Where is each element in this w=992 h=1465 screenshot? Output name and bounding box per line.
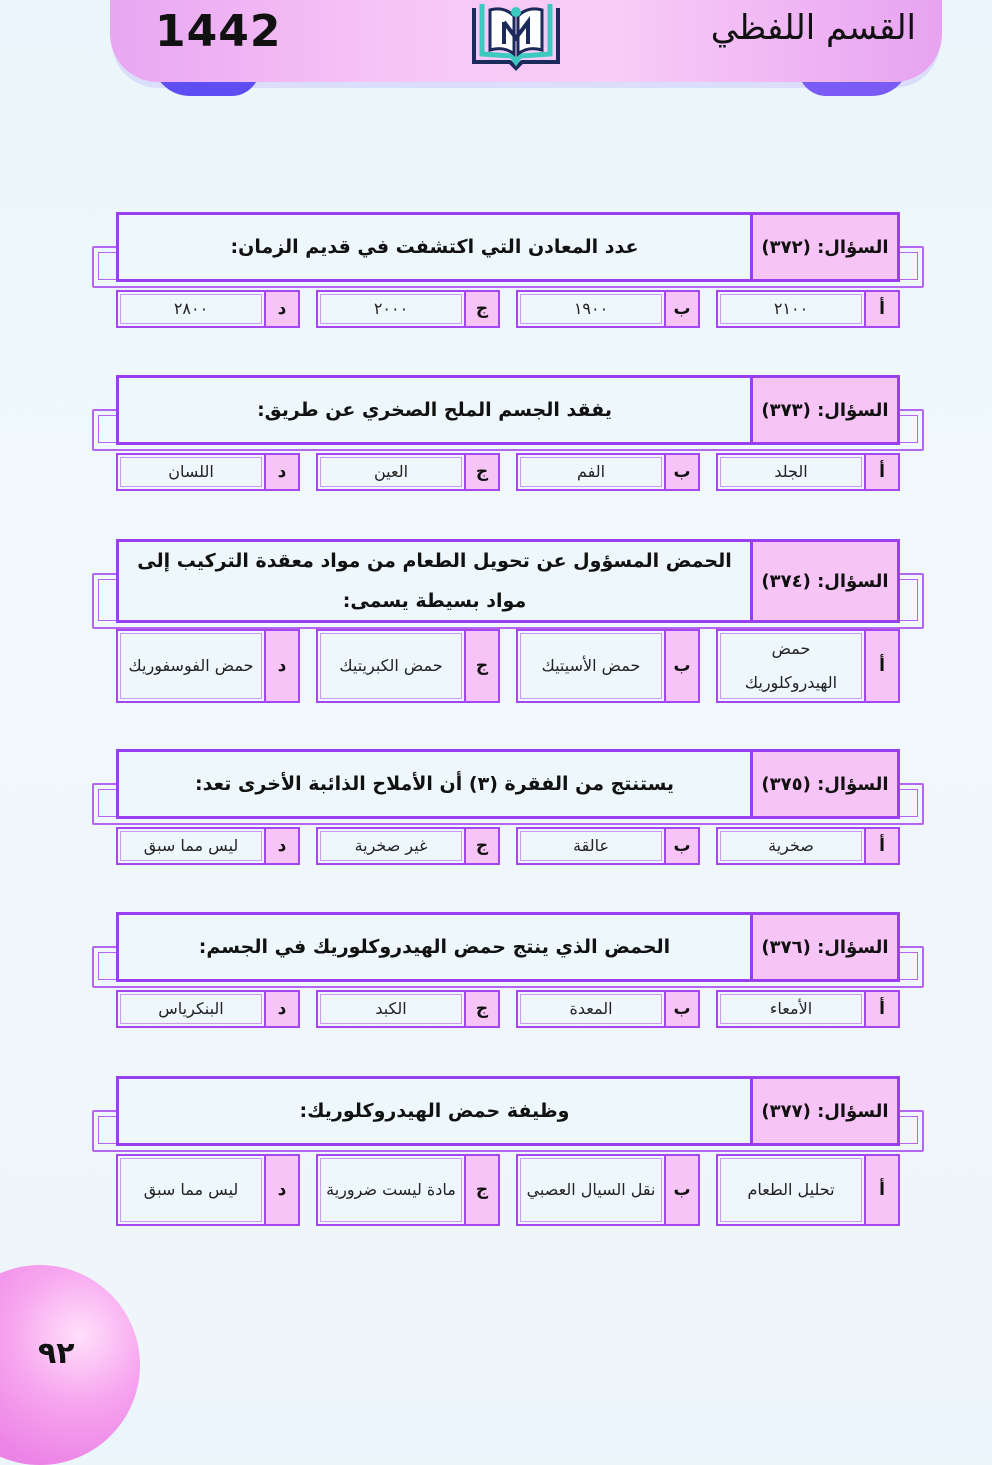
option-text: حمض الأسيتيك bbox=[516, 629, 664, 703]
option-b[interactable] bbox=[516, 629, 700, 703]
question-row bbox=[116, 1076, 900, 1146]
option-letter: د bbox=[264, 990, 300, 1028]
options-row bbox=[116, 453, 900, 491]
question-row bbox=[116, 375, 900, 445]
option-c[interactable] bbox=[316, 990, 500, 1028]
option-letter: ج bbox=[464, 290, 500, 328]
book-logo-icon bbox=[470, 0, 562, 72]
option-text: حمض الهيدروكلوريك bbox=[716, 629, 864, 703]
question-block bbox=[92, 539, 924, 705]
option-c[interactable] bbox=[316, 1154, 500, 1226]
options-row bbox=[116, 1154, 900, 1226]
option-d[interactable] bbox=[116, 453, 300, 491]
option-letter: ج bbox=[464, 1154, 500, 1226]
option-a[interactable] bbox=[716, 990, 900, 1028]
option-c[interactable] bbox=[316, 290, 500, 328]
option-b[interactable] bbox=[516, 990, 700, 1028]
option-a[interactable] bbox=[716, 453, 900, 491]
option-d[interactable] bbox=[116, 629, 300, 703]
option-letter: أ bbox=[864, 990, 900, 1028]
option-text: غير صخرية bbox=[316, 827, 464, 865]
question-row bbox=[116, 912, 900, 982]
option-letter: ج bbox=[464, 990, 500, 1028]
option-letter: ج bbox=[464, 453, 500, 491]
question-text: وظيفة حمض الهيدروكلوريك: bbox=[299, 1100, 570, 1122]
question-row bbox=[116, 539, 900, 623]
option-text: الفم bbox=[516, 453, 664, 491]
question-number: السؤال: (٣٧٥) bbox=[750, 752, 897, 816]
option-a[interactable] bbox=[716, 290, 900, 328]
option-letter: د bbox=[264, 827, 300, 865]
option-text: ٢٨٠٠ bbox=[116, 290, 264, 328]
option-a[interactable] bbox=[716, 629, 900, 703]
option-text: الأمعاء bbox=[716, 990, 864, 1028]
option-text: الكبد bbox=[316, 990, 464, 1028]
year-label: 1442 bbox=[155, 6, 282, 57]
option-letter: ج bbox=[464, 827, 500, 865]
options-row bbox=[116, 290, 900, 328]
option-letter: ب bbox=[664, 290, 700, 328]
question-text: يفقد الجسم الملح الصخري عن طريق: bbox=[257, 399, 612, 421]
option-d[interactable] bbox=[116, 290, 300, 328]
option-text: صخرية bbox=[716, 827, 864, 865]
header-content bbox=[0, 0, 992, 82]
option-text: ليس مما سبق bbox=[116, 1154, 264, 1226]
page-number: ٩٢ bbox=[38, 1336, 75, 1371]
option-letter: د bbox=[264, 290, 300, 328]
option-b[interactable] bbox=[516, 290, 700, 328]
option-letter: أ bbox=[864, 1154, 900, 1226]
options-row bbox=[116, 629, 900, 703]
option-text: عالقة bbox=[516, 827, 664, 865]
option-text: ٢٠٠٠ bbox=[316, 290, 464, 328]
option-letter: ب bbox=[664, 827, 700, 865]
option-letter: أ bbox=[864, 453, 900, 491]
option-text: ٢١٠٠ bbox=[716, 290, 864, 328]
question-text: الحمض الذي ينتج حمض الهيدروكلوريك في الجسم: bbox=[198, 936, 671, 958]
option-c[interactable] bbox=[316, 827, 500, 865]
option-letter: أ bbox=[864, 629, 900, 703]
option-letter: د bbox=[264, 629, 300, 703]
option-letter: ب bbox=[664, 629, 700, 703]
question-block bbox=[92, 912, 924, 1030]
option-d[interactable] bbox=[116, 1154, 300, 1226]
option-letter: ب bbox=[664, 1154, 700, 1226]
question-number: السؤال: (٣٧٤) bbox=[750, 542, 897, 620]
option-c[interactable] bbox=[316, 453, 500, 491]
question-text: الحمض المسؤول عن تحويل الطعام من مواد معقدة التركيب إلى مواد بسيطة يسمى: bbox=[137, 550, 732, 612]
option-d[interactable] bbox=[116, 827, 300, 865]
option-text: اللسان bbox=[116, 453, 264, 491]
section-title: القسم اللفظي bbox=[710, 8, 916, 48]
question-text: عدد المعادن التي اكتشفت في قديم الزمان: bbox=[230, 236, 639, 258]
option-b[interactable] bbox=[516, 827, 700, 865]
question-text: يستنتج من الفقرة (٣) أن الأملاح الذائبة الأخرى تعد: bbox=[194, 773, 675, 795]
option-b[interactable] bbox=[516, 1154, 700, 1226]
question-number: السؤال: (٣٧٧) bbox=[750, 1079, 897, 1143]
option-b[interactable] bbox=[516, 453, 700, 491]
option-text: نقل السيال العصبي bbox=[516, 1154, 664, 1226]
option-letter: ب bbox=[664, 453, 700, 491]
question-block bbox=[92, 1076, 924, 1230]
option-letter: د bbox=[264, 1154, 300, 1226]
option-text: المعدة bbox=[516, 990, 664, 1028]
option-text: العين bbox=[316, 453, 464, 491]
option-text: حمض الفوسفوريك bbox=[116, 629, 264, 703]
option-text: ١٩٠٠ bbox=[516, 290, 664, 328]
option-text: الجلد bbox=[716, 453, 864, 491]
option-d[interactable] bbox=[116, 990, 300, 1028]
question-row bbox=[116, 749, 900, 819]
options-row bbox=[116, 990, 900, 1028]
question-block bbox=[92, 375, 924, 493]
option-text: حمض الكبريتيك bbox=[316, 629, 464, 703]
question-number: السؤال: (٣٧٦) bbox=[750, 915, 897, 979]
option-c[interactable] bbox=[316, 629, 500, 703]
option-text: ليس مما سبق bbox=[116, 827, 264, 865]
option-a[interactable] bbox=[716, 1154, 900, 1226]
option-text: مادة ليست ضرورية bbox=[316, 1154, 464, 1226]
option-letter: أ bbox=[864, 827, 900, 865]
question-number: السؤال: (٣٧٣) bbox=[750, 378, 897, 442]
options-row bbox=[116, 827, 900, 865]
option-letter: ب bbox=[664, 990, 700, 1028]
option-letter: أ bbox=[864, 290, 900, 328]
question-block bbox=[92, 212, 924, 330]
option-text: تحليل الطعام bbox=[716, 1154, 864, 1226]
option-a[interactable] bbox=[716, 827, 900, 865]
option-letter: د bbox=[264, 453, 300, 491]
question-number: السؤال: (٣٧٢) bbox=[750, 215, 897, 279]
question-block bbox=[92, 749, 924, 867]
option-letter: ج bbox=[464, 629, 500, 703]
option-text: البنكرياس bbox=[116, 990, 264, 1028]
question-row bbox=[116, 212, 900, 282]
